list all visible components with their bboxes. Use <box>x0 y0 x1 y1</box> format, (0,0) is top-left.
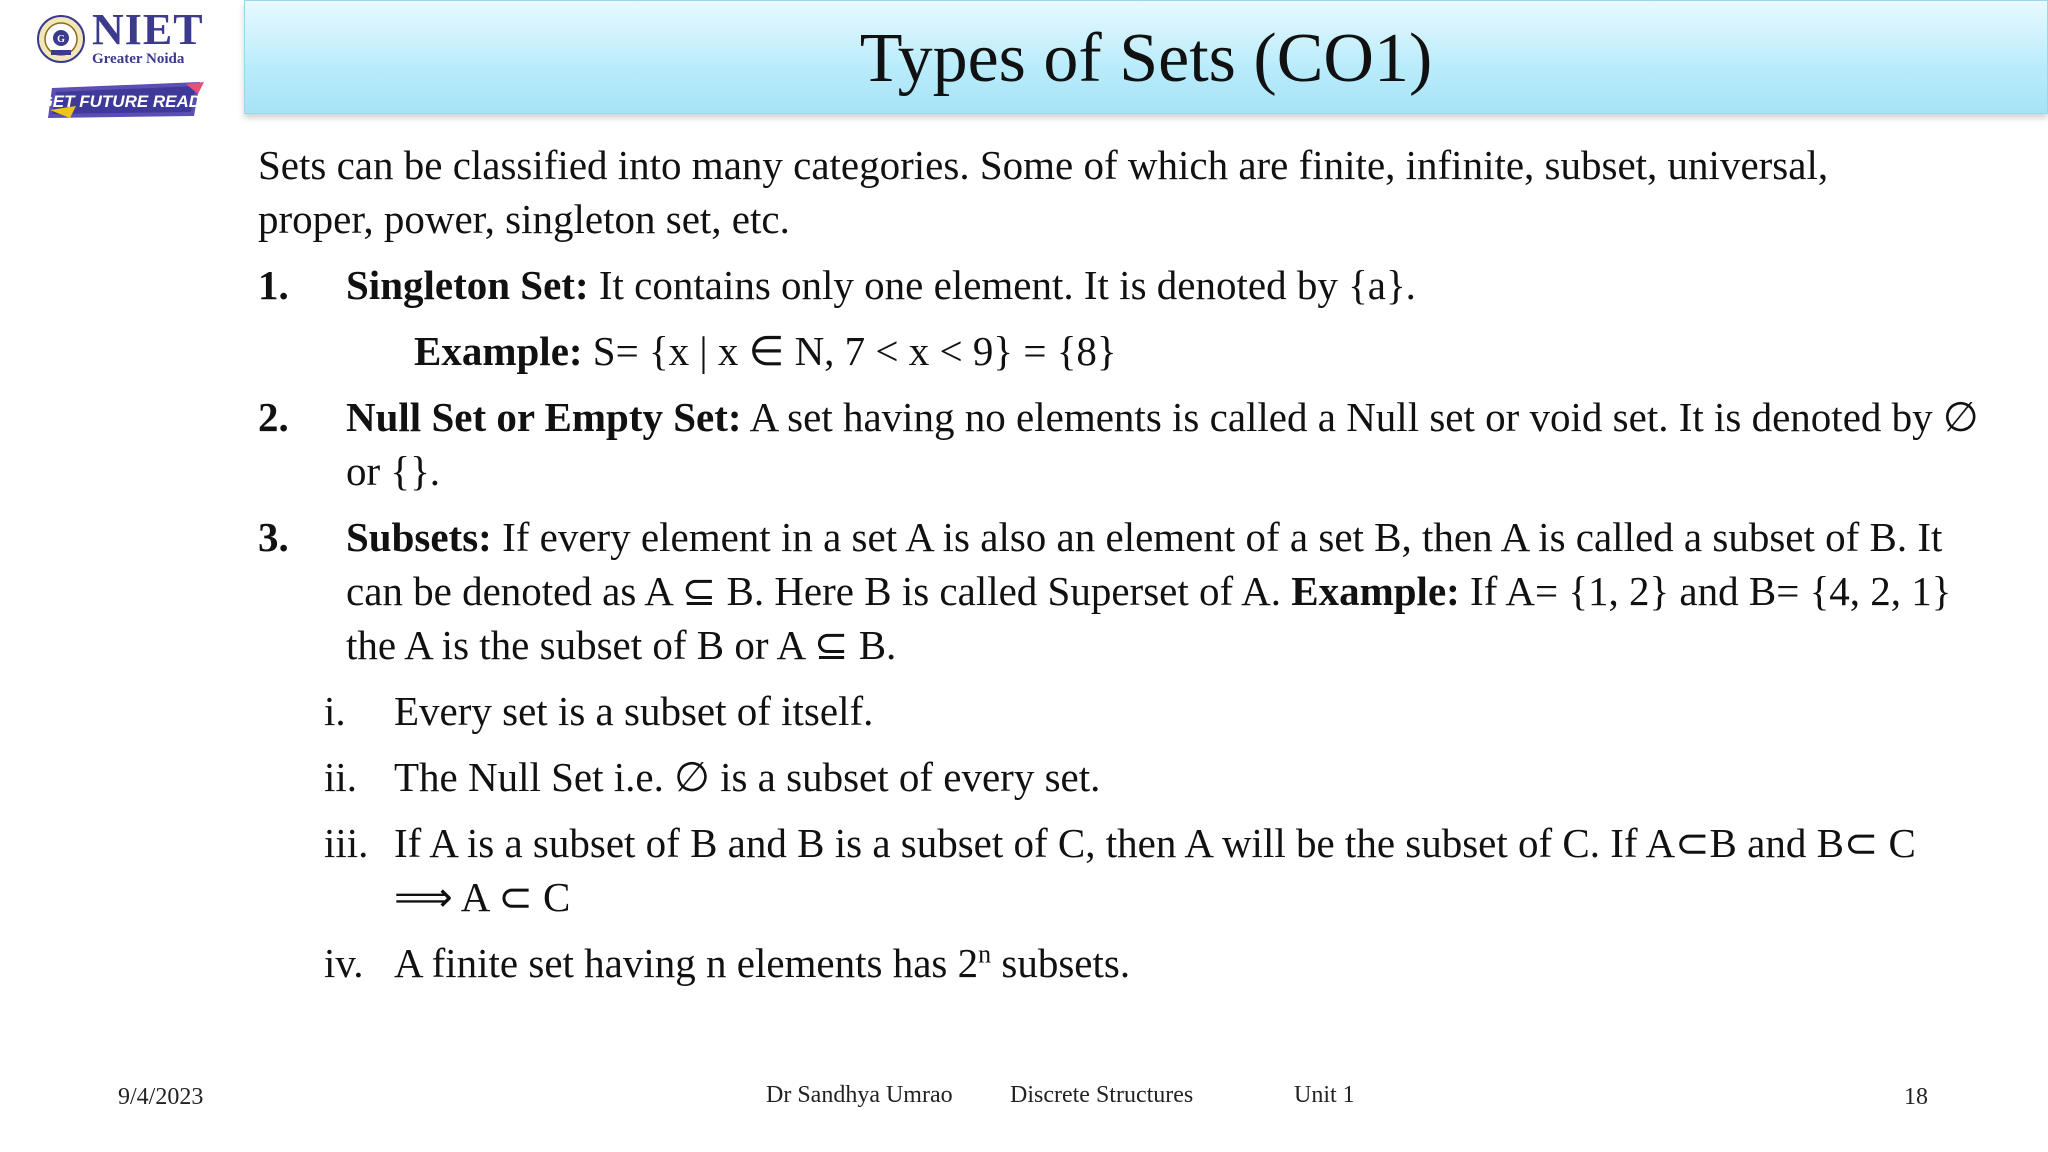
subpoint-text: The Null Set i.e. ∅ is a subset of every set. <box>394 754 1101 800</box>
subpoint-i <box>258 684 1898 738</box>
badge-tagline: GET FUTURE READY <box>46 92 206 111</box>
list-number: 1. <box>258 262 289 308</box>
logo-brand: NIET <box>92 5 204 54</box>
footer-author: Dr Sandhya Umrao <box>766 1082 953 1108</box>
subpoint-marker: iii. <box>324 820 369 866</box>
list-item-singleton <box>258 258 1898 312</box>
subpoint-marker: ii. <box>324 754 358 800</box>
example-text: S= {x | x ∈ N, 7 < x < 9} = {8} <box>582 328 1117 374</box>
list-number: 2. <box>258 394 289 440</box>
footer-course: Discrete Structures <box>1010 1082 1194 1108</box>
subpoint-text: A finite set having n elements has 2 <box>394 940 979 986</box>
item-heading: Subsets: <box>346 514 492 560</box>
superscript: n <box>978 939 992 969</box>
item-heading: Null Set or Empty Set: <box>346 394 742 440</box>
singleton-example <box>414 324 1898 378</box>
footer-page-number: 18 <box>1904 1084 1928 1110</box>
footer-date: 9/4/2023 <box>118 1084 204 1110</box>
slide-content <box>258 138 1979 990</box>
subpoint-marker: iv. <box>324 940 364 986</box>
item-text: A set having no elements is called a Null set or void set. It is denoted by ∅ or {}. <box>346 394 1979 494</box>
subpoint-marker: i. <box>324 688 346 734</box>
subpoint-iii <box>258 816 1916 924</box>
slide-title: Types of Sets (CO1) <box>859 20 1433 97</box>
niet-seal-icon <box>36 14 86 64</box>
list-item-subsets <box>258 510 1952 672</box>
intro-paragraph: Sets can be classified into many categories. Some of which are finite, infinite, subset, universal, proper, power, singleton set, etc. <box>258 142 1829 242</box>
subpoint-text: Every set is a subset of itself. <box>394 688 874 734</box>
item-text: If every element in a set A is also an element of a set B, then A is called a subset of B. It can be denoted as A ⊆ B. Here B is called Superset of A. <box>346 514 1943 614</box>
example-label: Example: <box>414 328 583 374</box>
subpoint-text-end: subsets. <box>991 940 1131 986</box>
get-future-ready-badge <box>46 80 206 120</box>
niet-logo <box>36 5 212 130</box>
subpoint-iv <box>258 936 1898 990</box>
subpoint-ii <box>258 750 1898 804</box>
example-label: Example: <box>1291 568 1460 614</box>
item-text: It contains only one element. It is denoted by {a}. <box>588 262 1416 308</box>
list-item-null-set <box>258 390 1979 498</box>
logo-location: Greater Noida <box>92 51 185 67</box>
item-heading: Singleton Set: <box>346 262 589 308</box>
title-bar <box>244 0 2048 114</box>
example-text: If A= {1, 2} and B= {4, 2, 1} the A is the subset of B or A ⊆ B. <box>346 568 1952 668</box>
footer-unit: Unit 1 <box>1294 1082 1355 1108</box>
svg-text:G: G <box>57 34 65 45</box>
list-number: 3. <box>258 514 289 560</box>
subpoint-text: If A is a subset of B and B is a subset of C, then A will be the subset of C. If A⊂B and B⊂ C ⟹ A ⊂ C <box>394 820 1916 920</box>
